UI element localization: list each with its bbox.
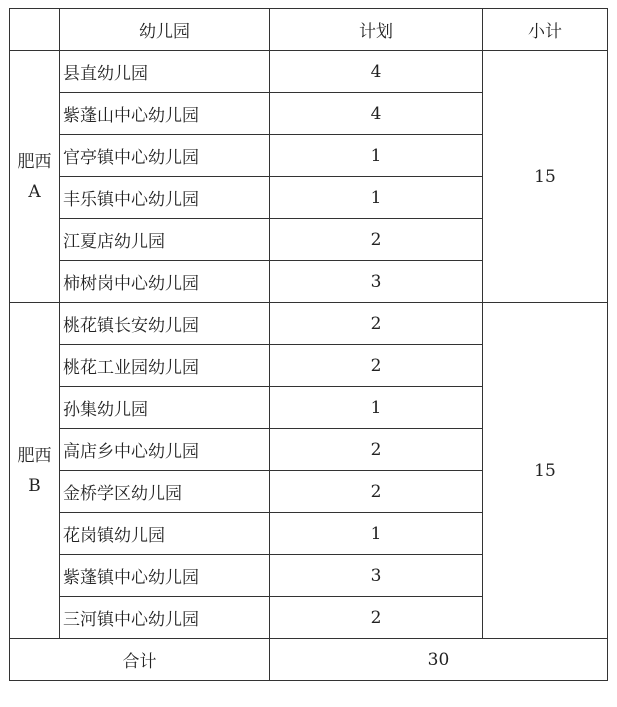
plan-value: 1 bbox=[270, 177, 483, 219]
group-label-b bbox=[10, 303, 60, 639]
plan-value: 1 bbox=[270, 387, 483, 429]
kindergarten-name: 三河镇中心幼儿园 bbox=[60, 597, 270, 639]
header-kindergarten: 幼儿园 bbox=[60, 9, 270, 51]
kindergarten-name: 江夏店幼儿园 bbox=[60, 219, 270, 261]
subtotal-a: 15 bbox=[483, 51, 608, 303]
kindergarten-name: 桃花工业园幼儿园 bbox=[60, 345, 270, 387]
kindergarten-name: 桃花镇长安幼儿园 bbox=[60, 303, 270, 345]
plan-value: 3 bbox=[270, 555, 483, 597]
group-label-line1: 肥西 bbox=[17, 151, 52, 172]
header-subtotal: 小计 bbox=[483, 9, 608, 51]
subtotal-b: 15 bbox=[483, 303, 608, 639]
group-label-line2: B bbox=[28, 475, 41, 496]
header-plan: 计划 bbox=[270, 9, 483, 51]
group-label-line1: 肥西 bbox=[17, 445, 52, 466]
kindergarten-name: 紫蓬镇中心幼儿园 bbox=[60, 555, 270, 597]
kindergarten-plan-table bbox=[9, 8, 608, 681]
plan-value: 2 bbox=[270, 219, 483, 261]
total-label: 合计 bbox=[10, 639, 270, 681]
plan-value: 4 bbox=[270, 93, 483, 135]
kindergarten-name: 花岗镇幼儿园 bbox=[60, 513, 270, 555]
kindergarten-name: 丰乐镇中心幼儿园 bbox=[60, 177, 270, 219]
plan-value: 2 bbox=[270, 303, 483, 345]
plan-value: 3 bbox=[270, 261, 483, 303]
group-label-line2: A bbox=[28, 181, 41, 202]
plan-value: 4 bbox=[270, 51, 483, 93]
header-row bbox=[10, 9, 608, 51]
kindergarten-name: 柿树岗中心幼儿园 bbox=[60, 261, 270, 303]
kindergarten-name: 县直幼儿园 bbox=[60, 51, 270, 93]
total-row bbox=[10, 639, 608, 681]
header-blank-cell bbox=[10, 9, 60, 51]
kindergarten-name: 紫蓬山中心幼儿园 bbox=[60, 93, 270, 135]
kindergarten-name: 官亭镇中心幼儿园 bbox=[60, 135, 270, 177]
kindergarten-name: 金桥学区幼儿园 bbox=[60, 471, 270, 513]
plan-value: 1 bbox=[270, 513, 483, 555]
kindergarten-name: 高店乡中心幼儿园 bbox=[60, 429, 270, 471]
plan-value: 2 bbox=[270, 471, 483, 513]
table-row bbox=[10, 303, 608, 345]
plan-value: 2 bbox=[270, 345, 483, 387]
table-row bbox=[10, 51, 608, 93]
plan-value: 2 bbox=[270, 597, 483, 639]
plan-value: 2 bbox=[270, 429, 483, 471]
plan-value: 1 bbox=[270, 135, 483, 177]
total-value: 30 bbox=[270, 639, 608, 681]
kindergarten-name: 孙集幼儿园 bbox=[60, 387, 270, 429]
group-label-a bbox=[10, 51, 60, 303]
